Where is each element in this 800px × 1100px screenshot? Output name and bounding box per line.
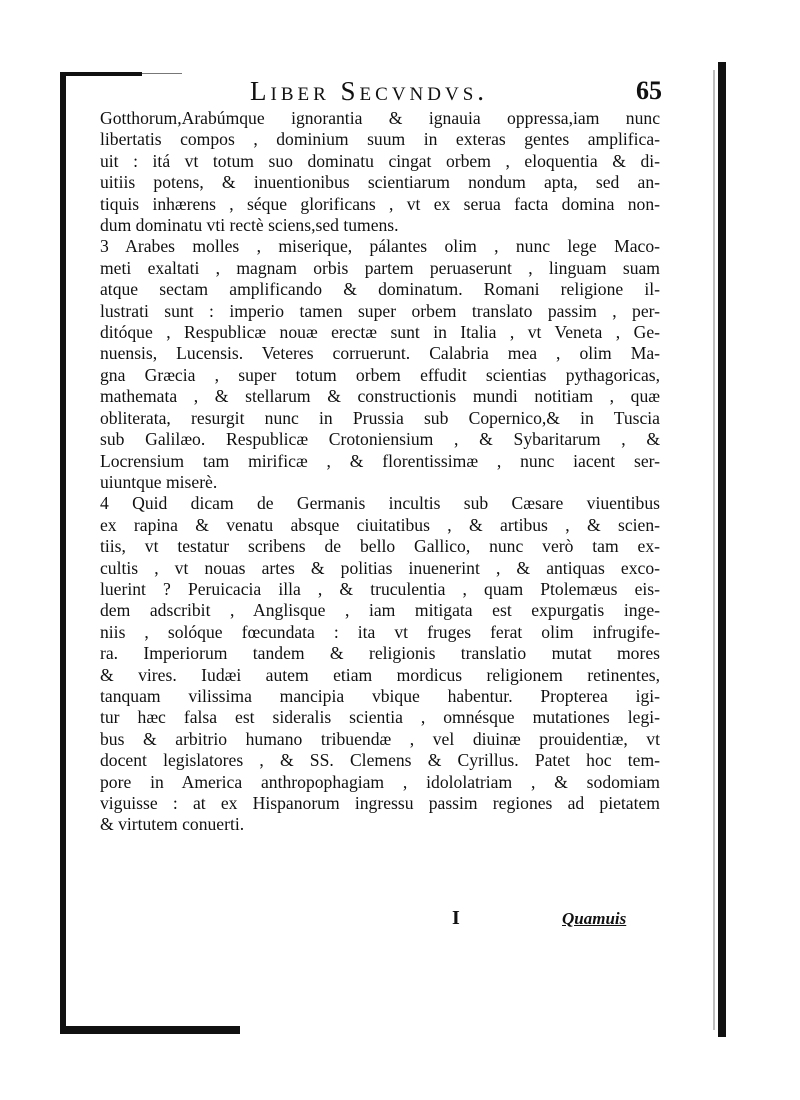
text-line: mathemata , & stellarum & constructionis mundi notitiam , quæ [100,386,660,407]
text-line: viguisse : at ex Hispanorum ingressu passim regiones ad pietatem [100,793,660,813]
text-line: obliterata, resurgit nunc in Prussia sub Copernico,& in Tuscia [100,407,660,428]
text-line: ex rapina & venatu absque ciuitatibus , & artibus , & scien- [100,514,660,535]
text-line: gna Græcia , super totum orbem effudit scientias pythagoricas, [100,364,660,385]
text-line: lustrati sunt : imperio tamen super orbem translato passim , per- [100,300,660,321]
text-line: dum dominatu vti rectè sciens,sed tumens. [100,215,399,236]
text-line: Locrensium tam mirificæ , & florentissimæ , nunc iacent ser- [100,450,660,471]
text-line: sub Galilæo. Respublicæ Crotoniensium , & Sybaritarum , & [100,429,660,450]
text-line: libertatis compos , dominium suum in exteras gentes amplifica- [100,129,660,150]
text-line: uiuntque miserè. [100,471,218,492]
text-line: Gotthorum,Arabúmque ignorantia & ignauia oppressa,iam nunc [100,108,660,128]
text-line: uit : itá vt totum suo dominatu cingat orbem , eloquentia & di- [100,150,660,171]
frame-left-rule [60,72,66,1032]
frame-bottom-rule [60,1026,240,1034]
catchword: Quamuis [562,909,627,928]
text-line: niis , solóque fœcundata : ita vt fruges ferat olim infrugife- [100,621,660,642]
text-line: dem adscribit , Anglisque , iam mitigata est expurgatis inge- [100,600,660,621]
text-line: & vires. Iudæi autem etiam mordicus religionem retinentes, [100,664,660,685]
text-line: bus & arbitrio humano tribuendæ , vel diuinæ prouidentiæ, vt [100,728,660,749]
page-number: 65 [636,76,662,105]
page-footer [100,907,660,937]
text-line: docent legislatores , & SS. Clemens & Cyrillus. Patet hoc tem- [100,750,660,771]
text-line: luerint ? Peruicacia illa , & truculentia , quam Ptolemæus eis- [100,578,660,599]
text-line: atque sectam amplificando & dominatum. Romani religione il- [100,279,660,300]
frame-right-rule [718,62,726,1037]
text-line: & virtutem conuerti. [100,814,245,835]
text-line: ra. Imperiorum tandem & religionis translatio mutat mores [100,643,660,664]
text-line: meti exaltati , magnam orbis partem peruaserunt , linguam suam [100,257,660,278]
text-line: tiquis inhærens , séque glorificans , vt ex serua facta domina non- [100,193,660,214]
text-line: cultis , vt nouas artes & politias inuenerint , & antiquas exco- [100,557,660,578]
text-line: 4 Quid dicam de Germanis incultis sub Cæsare viuentibus [100,493,660,514]
page-edge-shadow [713,70,715,1030]
text-line: tiis, vt testatur scribens de bello Gallico, nunc verò tam ex- [100,536,660,557]
body-text [100,108,660,836]
text-line: uitiis potens, & inuentionibus scientiarum nondum apta, sed an- [100,172,660,193]
signature-mark: I [452,907,460,929]
text-line: 3 Arabes molles , miserique, pálantes olim , nunc lege Maco- [100,236,660,257]
text-line: pore in America anthropophagiam , idololatriam , & sodomiam [100,771,660,792]
running-head [100,72,660,108]
running-title: Liber Secvndvs. [250,76,489,106]
text-line: nuensis, Lucensis. Veteres corruerunt. Calabria mea , olim Ma- [100,343,660,364]
book-page [100,72,660,972]
text-line: ditóque , Respublicæ nouæ erectæ sunt in Italia , vt Veneta , Ge- [100,322,660,343]
text-line: tur hæc falsa est sideralis scientia , omnésque mutationes legi- [100,707,660,728]
text-line: tanquam vilissima mancipia vbique habentur. Propterea igi- [100,685,660,706]
